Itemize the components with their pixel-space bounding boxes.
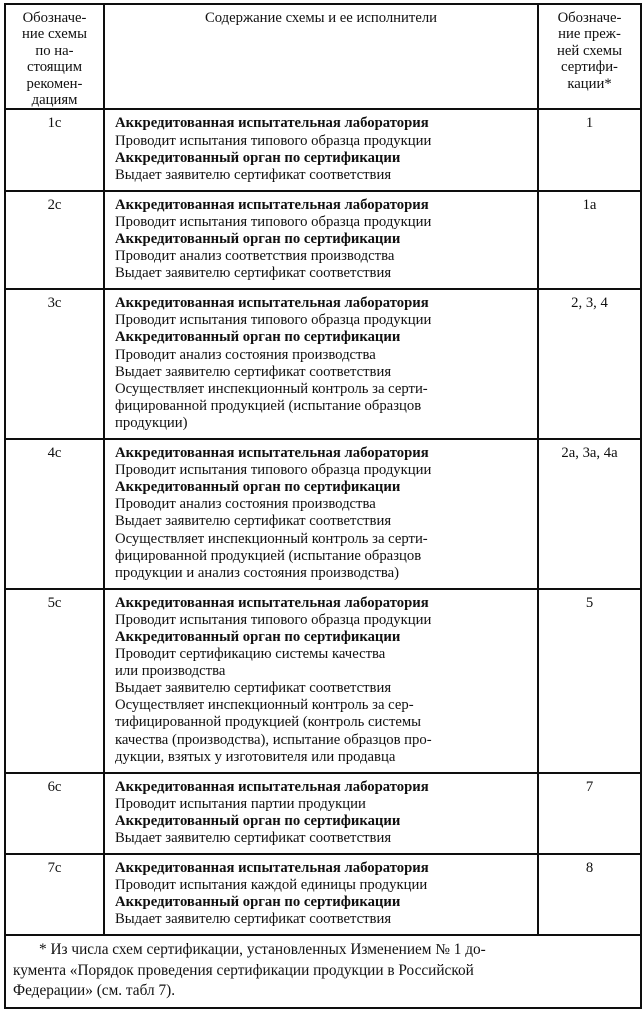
content-lines: [105, 110, 537, 189]
content-lines: [105, 774, 537, 853]
footnote-line: [13, 940, 633, 961]
table-row: [5, 289, 641, 439]
header-scheme-line: дациям: [31, 92, 78, 109]
footnote-line-text: * Из числа схем сертификации, установленных Изменением № 1 до-: [39, 941, 486, 959]
table-body: [5, 109, 641, 935]
cell-former-designation: [538, 289, 641, 439]
content-action-line: Осуществляет инспекционный контроль за серти-: [115, 530, 428, 547]
cell-scheme-content: [104, 191, 538, 289]
content-action-line: Осуществляет инспекционный контроль за сер-: [115, 697, 414, 714]
content-action-line: дукции, взятых у изготовителя или продавца: [115, 748, 396, 765]
header-cell-scheme-designation: [5, 4, 104, 109]
content-role-heading: Аккредитованная испытательная лаборатория: [115, 445, 429, 462]
cell-former-designation: [538, 854, 641, 935]
content-action-line: Проводит анализ состояния производства: [115, 346, 376, 363]
content-action-line: Выдает заявителю сертификат соответствия: [115, 830, 392, 846]
table-footer: [5, 935, 641, 1008]
footnote-line: кумента «Порядок проведения сертификации продукции в Российской: [13, 961, 474, 979]
header-former-line: кации*: [567, 75, 612, 92]
cell-former-designation: [538, 191, 641, 289]
header-scheme-line: рекомен-: [26, 75, 83, 92]
content-action-line: Выдает заявителю сертификат соответствия: [115, 513, 392, 530]
footnote-text: [6, 936, 640, 1007]
footnote-cell: [5, 935, 641, 1008]
header-former-line: Обозначе-: [557, 10, 622, 26]
content-lines: [105, 192, 537, 288]
table-row: [5, 773, 641, 854]
header-scheme-line: по на-: [35, 42, 74, 59]
former-designation-value: 1: [585, 115, 594, 132]
cell-scheme-content: [104, 589, 538, 773]
content-lines: [105, 440, 537, 588]
content-action-line: фицированной продукцией (испытание образцов: [115, 397, 422, 414]
header-scheme-lines: [6, 5, 103, 108]
header-former-line: ней схемы: [557, 42, 622, 59]
content-role-heading: Аккредитованный орган по сертификации: [115, 149, 401, 166]
content-role-heading: Аккредитованная испытательная лаборатория: [115, 115, 429, 132]
former-designation-value: 1а: [582, 196, 597, 213]
cell-scheme-content: [104, 109, 538, 190]
scheme-designation-value: 5с: [47, 594, 62, 611]
content-action-line: Выдает заявителю сертификат соответствия: [115, 265, 392, 282]
cell-scheme-content: [104, 854, 538, 935]
content-role-heading: Аккредитованный орган по сертификации: [115, 329, 401, 346]
scheme-designation-value: 6с: [47, 778, 62, 795]
header-scheme-line: стоящим: [26, 59, 83, 76]
content-action-line: Осуществляет инспекционный контроль за серти-: [115, 380, 428, 397]
content-role-heading: Аккредитованный орган по сертификации: [115, 479, 401, 496]
footnote-row: [5, 935, 641, 1008]
content-action-line: Проводит анализ соответствия производства: [115, 248, 395, 265]
header-scheme-line: Обозначе-: [22, 10, 87, 26]
table-header: [5, 4, 641, 109]
scheme-designation-value: 7с: [47, 860, 62, 877]
header-scheme-line: ние схемы: [22, 26, 87, 43]
content-action-line: Выдает заявителю сертификат соответствия: [115, 911, 392, 928]
cell-former-designation: [538, 439, 641, 589]
content-action-line: Выдает заявителю сертификат соответствия: [115, 363, 392, 380]
certification-schemes-table: [4, 3, 642, 1009]
table-row: [5, 109, 641, 190]
footnote-line: Федерации» (см. табл 7).: [13, 982, 176, 1000]
content-role-heading: Аккредитованная испытательная лаборатория: [115, 196, 429, 213]
content-action-line: фицированной продукцией (испытание образцов: [115, 547, 422, 564]
content-action-line: продукции и анализ состояния производства): [115, 564, 400, 581]
content-action-line: или производства: [115, 663, 226, 680]
cell-scheme-designation: [5, 439, 104, 589]
cell-former-designation: [538, 589, 641, 773]
content-action-line: Проводит сертификацию системы качества: [115, 646, 386, 663]
content-role-heading: Аккредитованная испытательная лаборатория: [115, 778, 429, 795]
content-action-line: Проводит испытания типового образца продукции: [115, 213, 432, 230]
cell-former-designation: [538, 773, 641, 854]
table-row: [5, 589, 641, 773]
cell-scheme-content: [104, 439, 538, 589]
scheme-designation-value: 2с: [47, 196, 62, 213]
cell-scheme-designation: [5, 191, 104, 289]
former-designation-value: 2а, 3а, 4а: [561, 445, 618, 462]
scheme-designation-value: 4с: [47, 445, 62, 462]
content-action-line: Выдает заявителю сертификат соответствия: [115, 166, 392, 183]
content-action-line: Проводит испытания типового образца продукции: [115, 132, 432, 149]
header-former-lines: [539, 5, 640, 92]
content-action-line: Проводит анализ состояния производства: [115, 496, 376, 513]
content-action-line: Проводит испытания партии продукции: [115, 795, 366, 812]
content-role-heading: Аккредитованный орган по сертификации: [115, 812, 401, 829]
scheme-designation-value: 3с: [47, 295, 62, 312]
content-action-line: качества (производства), испытание образцов про-: [115, 731, 432, 748]
content-role-heading: Аккредитованный орган по сертификации: [115, 628, 401, 645]
table-row: [5, 191, 641, 289]
content-action-line: Проводит испытания каждой единицы продукции: [115, 877, 428, 894]
header-cell-former-designation: [538, 4, 641, 109]
cell-scheme-designation: [5, 773, 104, 854]
former-designation-value: 8: [585, 860, 594, 877]
content-action-line: Проводит испытания типового образца продукции: [115, 611, 432, 628]
cell-scheme-content: [104, 289, 538, 439]
cell-scheme-content: [104, 773, 538, 854]
header-content-label: Содержание схемы и ее исполнители: [204, 10, 438, 26]
content-action-line: продукции): [115, 414, 188, 431]
content-role-heading: Аккредитованная испытательная лаборатория: [115, 860, 429, 877]
former-designation-value: 7: [585, 778, 594, 795]
content-lines: [105, 855, 537, 934]
content-action-line: тифицированной продукцией (контроль системы: [115, 714, 422, 731]
cell-former-designation: [538, 109, 641, 190]
content-role-heading: Аккредитованный орган по сертификации: [115, 894, 401, 911]
cell-scheme-designation: [5, 589, 104, 773]
table-row: [5, 854, 641, 935]
content-role-heading: Аккредитованная испытательная лаборатория: [115, 594, 429, 611]
header-row: [5, 4, 641, 109]
table-row: [5, 439, 641, 589]
former-designation-value: 5: [585, 594, 594, 611]
header-former-line: ние преж-: [558, 26, 621, 43]
content-action-line: Выдает заявителю сертификат соответствия: [115, 680, 392, 697]
content-action-line: Проводит испытания типового образца продукции: [115, 312, 432, 329]
content-action-line: Проводит испытания типового образца продукции: [115, 462, 432, 479]
header-former-line: сертифи-: [561, 59, 618, 76]
scheme-designation-value: 1с: [47, 115, 62, 132]
content-lines: [105, 290, 537, 438]
content-role-heading: Аккредитованная испытательная лаборатория: [115, 295, 429, 312]
former-designation-value: 2, 3, 4: [571, 295, 608, 312]
content-role-heading: Аккредитованный орган по сертификации: [115, 231, 401, 247]
header-cell-content: [104, 4, 538, 109]
cell-scheme-designation: [5, 109, 104, 190]
content-lines: [105, 590, 537, 772]
cell-scheme-designation: [5, 854, 104, 935]
cell-scheme-designation: [5, 289, 104, 439]
